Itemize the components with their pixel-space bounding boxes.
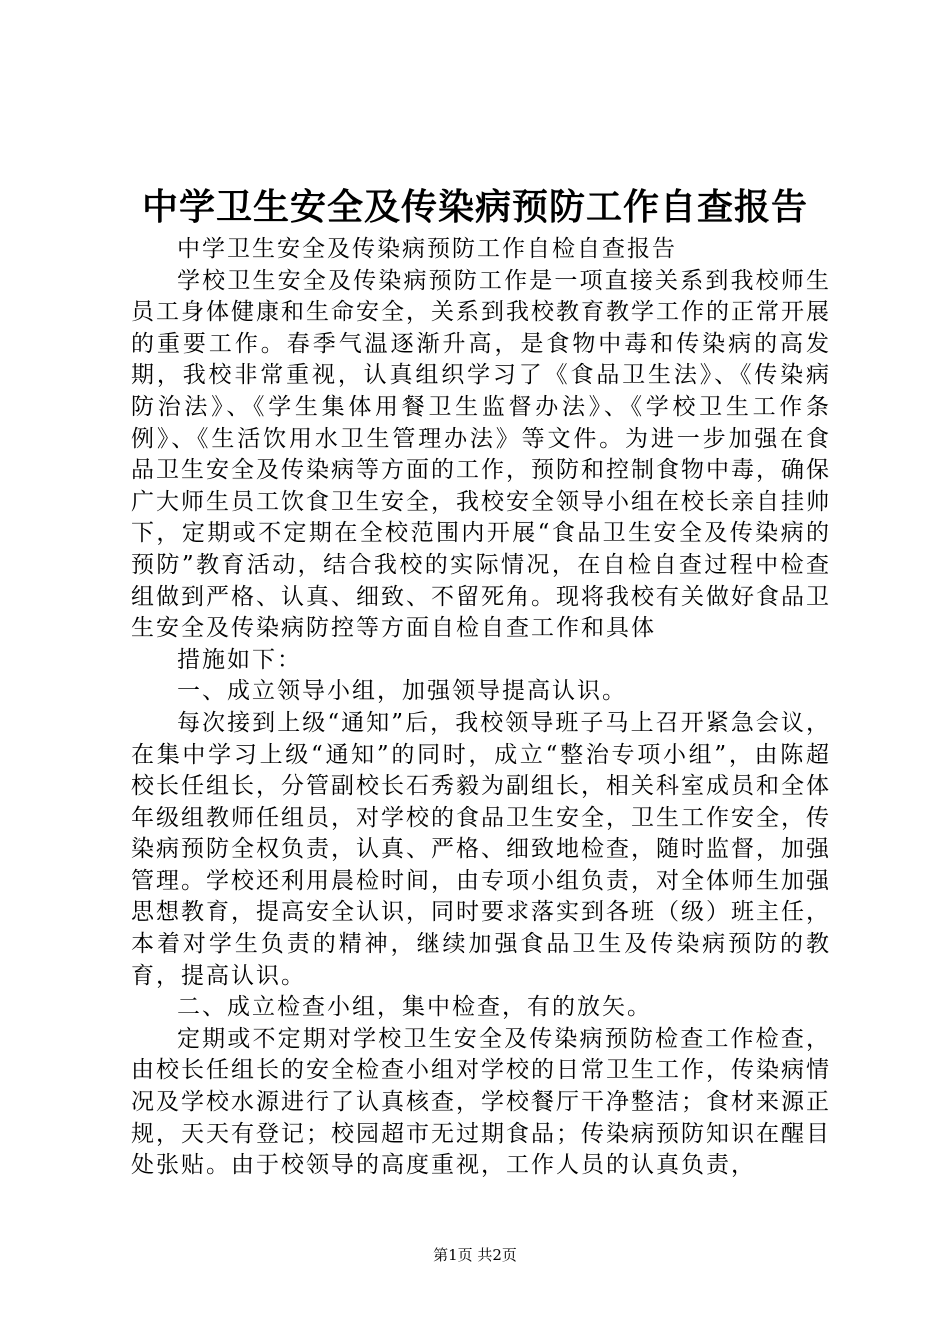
section-heading-2: 二、成立检查小组，集中检查，有的放矢。 [177, 994, 652, 1021]
section-heading-1: 一、成立领导小组，加强领导提高认识。 [177, 678, 627, 705]
document-title: 中学卫生安全及传染病预防工作自查报告 [141, 187, 808, 228]
intro-paragraph: 学校卫生安全及传染病预防工作是一项直接关系到我校师生员工身体健康和生命安全，关系到我校教育教学工作的正常开展的重要工作。春季气温逐渐升高，是食物中毒和传染病的高发期，我校非常重视，认真组织学习了《食品卫生法》、《传染病防治法》、《学生集体用餐卫生监督办法》、《学校卫生工作条例》、《生活饮用水卫生管理办法》等文件。为进一步加强在食品卫生安全及传染病等方面的工作，预防和控制食物中毒，确保广大师生员工饮食卫生安全，我校安全领导小组在校长亲自挂帅下，定期或不定期在全校范围内开展“食品卫生安全及传染病的预防”教育活动，结合我校的实际情况，在自检自查过程中检查组做到严格、认真、细致、不留死角。现将我校有关做好食品卫生安全及传染病防控等方面自检自查工作和具体 [131, 267, 831, 642]
subtitle-paragraph: 中学卫生安全及传染病预防工作自检自查报告 [177, 236, 677, 262]
page-footer: 第1页 共2页 [433, 1246, 517, 1264]
measures-heading: 措施如下： [177, 646, 302, 673]
section-paragraph-2: 定期或不定期对学校卫生安全及传染病预防检查工作检查，由校长任组长的安全检查小组对学校的日常卫生工作，传染病情况及学校水源进行了认真核查，学校餐厅干净整洁；食材来源正规，天天有登记；校园超市无过期食品；传染病预防知识在醒目处张贴。由于校领导的高度重视，工作人员的认真负责， [131, 1025, 831, 1179]
document-body [131, 234, 831, 1182]
section-paragraph-1: 每次接到上级“通知”后，我校领导班子马上召开紧急会议，在集中学习上级“通知”的同时，成立“整治专项小组”，由陈超校长任组长，分管副校长石秀毅为副组长，相关科室成员和全体年级组教师任组员，对学校的食品卫生安全，卫生工作安全，传染病预防全权负责，认真、严格、细致地检查，随时监督，加强管理。学校还利用晨检时间，由专项小组负责，对全体师生加强思想教育，提高安全认识，同时要求落实到各班（级）班主任，本着对学生负责的精神，继续加强食品卫生及传染病预防的教育，提高认识。 [131, 709, 831, 989]
